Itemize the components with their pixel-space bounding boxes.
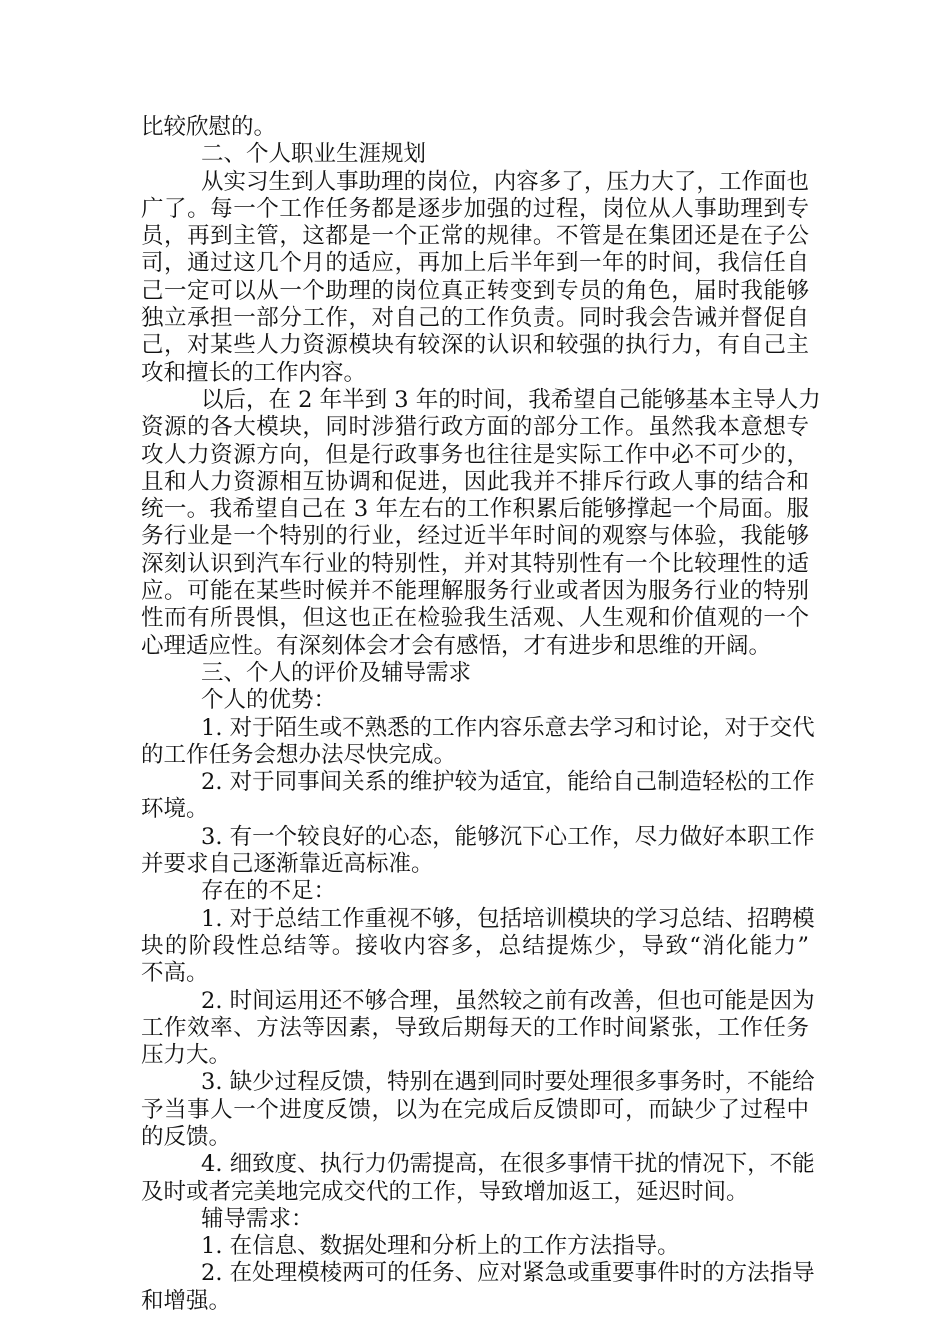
list-item-line: 工作效率、方法等因素，导致后期每天的工作时间紧张，工作任务 xyxy=(141,1014,809,1041)
paragraph-first-line: 从实习生到人事助理的岗位，内容多了，压力大了，工作面也 xyxy=(201,168,809,195)
list-item-line: 予当事人一个进度反馈，以为在完成后反馈即可，而缺少了过程中 xyxy=(141,1096,809,1123)
list-item-first-line: 3. 缺少过程反馈，特别在遇到同时要处理很多事务时，不能给 xyxy=(201,1069,815,1096)
body-line: 攻和擅长的工作内容。 xyxy=(141,359,367,386)
body-line: 应。可能在某些时候并不能理解服务行业或者因为服务行业的特别 xyxy=(141,578,809,605)
section-heading: 三、个人的评价及辅导需求 xyxy=(201,659,472,686)
body-line: 务行业是一个特别的行业，经过近半年时间的观察与体验，我能够 xyxy=(141,523,809,550)
list-item-line: 环境。 xyxy=(141,796,209,823)
body-line: 攻人力资源方向，但是行政事务也往往是实际工作中必不可少的， xyxy=(141,441,809,468)
list-item-first-line: 2. 对于同事间关系的维护较为适宜，能给自己制造轻松的工作 xyxy=(201,769,815,796)
list-item-line: 压力大。 xyxy=(141,1042,232,1069)
body-line: 资源的各大模块，同时涉猎行政方面的部分工作。虽然我本意想专 xyxy=(141,414,809,441)
list-item-line: 和增强。 xyxy=(141,1287,232,1314)
body-line: 统一。我希望自己在 3 年左右的工作积累后能够撑起一个局面。服 xyxy=(141,496,809,523)
document-page xyxy=(141,114,821,1315)
subsection-heading: 辅导需求： xyxy=(201,1205,314,1232)
body-line: 司，通过这几个月的适应，再加上后半年到一年的时间，我信任自 xyxy=(141,250,809,277)
body-line: 心理适应性。有深刻体会才会有感悟，才有进步和思维的开阔。 xyxy=(141,632,772,659)
subsection-heading: 个人的优势： xyxy=(201,687,337,714)
body-line: 且和人力资源相互协调和促进，因此我并不排斥行政人事的结合和 xyxy=(141,468,809,495)
section-heading: 二、个人职业生涯规划 xyxy=(201,141,427,168)
list-item-first-line: 4. 细致度、执行力仍需提高，在很多事情干扰的情况下，不能 xyxy=(201,1151,815,1178)
paragraph-first-line: 以后，在 2 年半到 3 年的时间，我希望自己能够基本主导人力 xyxy=(201,386,821,413)
list-item-line: 不高。 xyxy=(141,960,209,987)
list-item-first-line: 2. 在处理模棱两可的任务、应对紧急或重要事件时的方法指导 xyxy=(201,1260,815,1287)
body-line: 己一定可以从一个助理的岗位真正转变到专员的角色，届时我能够 xyxy=(141,277,809,304)
list-item-line: 的工作任务会想办法尽快完成。 xyxy=(141,741,457,768)
list-item-first-line: 1. 在信息、数据处理和分析上的工作方法指导。 xyxy=(201,1233,680,1260)
body-line: 性而有所畏惧，但这也正在检验我生活观、人生观和价值观的一个 xyxy=(141,605,809,632)
list-item-first-line: 3. 有一个较良好的心态，能够沉下心工作，尽力做好本职工作 xyxy=(201,823,815,850)
body-line: 广了。每一个工作任务都是逐步加强的过程，岗位从人事助理到专 xyxy=(141,195,809,222)
list-item-line: 及时或者完美地完成交代的工作，导致增加返工，延迟时间。 xyxy=(141,1178,749,1205)
list-item-first-line: 1. 对于总结工作重视不够，包括培训模块的学习总结、招聘模 xyxy=(201,905,815,932)
list-item-line: 并要求自己逐渐靠近高标准。 xyxy=(141,851,434,878)
list-item-first-line: 1. 对于陌生或不熟悉的工作内容乐意去学习和讨论，对于交代 xyxy=(201,714,815,741)
list-item-first-line: 2. 时间运用还不够合理，虽然较之前有改善，但也可能是因为 xyxy=(201,987,815,1014)
body-line: 员，再到主管，这都是一个正常的规律。不管是在集团还是在子公 xyxy=(141,223,809,250)
body-line: 比较欣慰的。 xyxy=(141,114,277,140)
body-line: 独立承担一部分工作，对自己的工作负责。同时我会告诫并督促自 xyxy=(141,305,809,332)
body-line: 深刻认识到汽车行业的特别性，并对其特别性有一个比较理性的适 xyxy=(141,550,809,577)
body-line: 己，对某些人力资源模块有较深的认识和较强的执行力，有自己主 xyxy=(141,332,809,359)
list-item-line: 的反馈。 xyxy=(141,1123,232,1150)
list-item-line: 块的阶段性总结等。接收内容多，总结提炼少，导致“消化能力” xyxy=(141,932,809,959)
subsection-heading: 存在的不足： xyxy=(201,878,337,905)
